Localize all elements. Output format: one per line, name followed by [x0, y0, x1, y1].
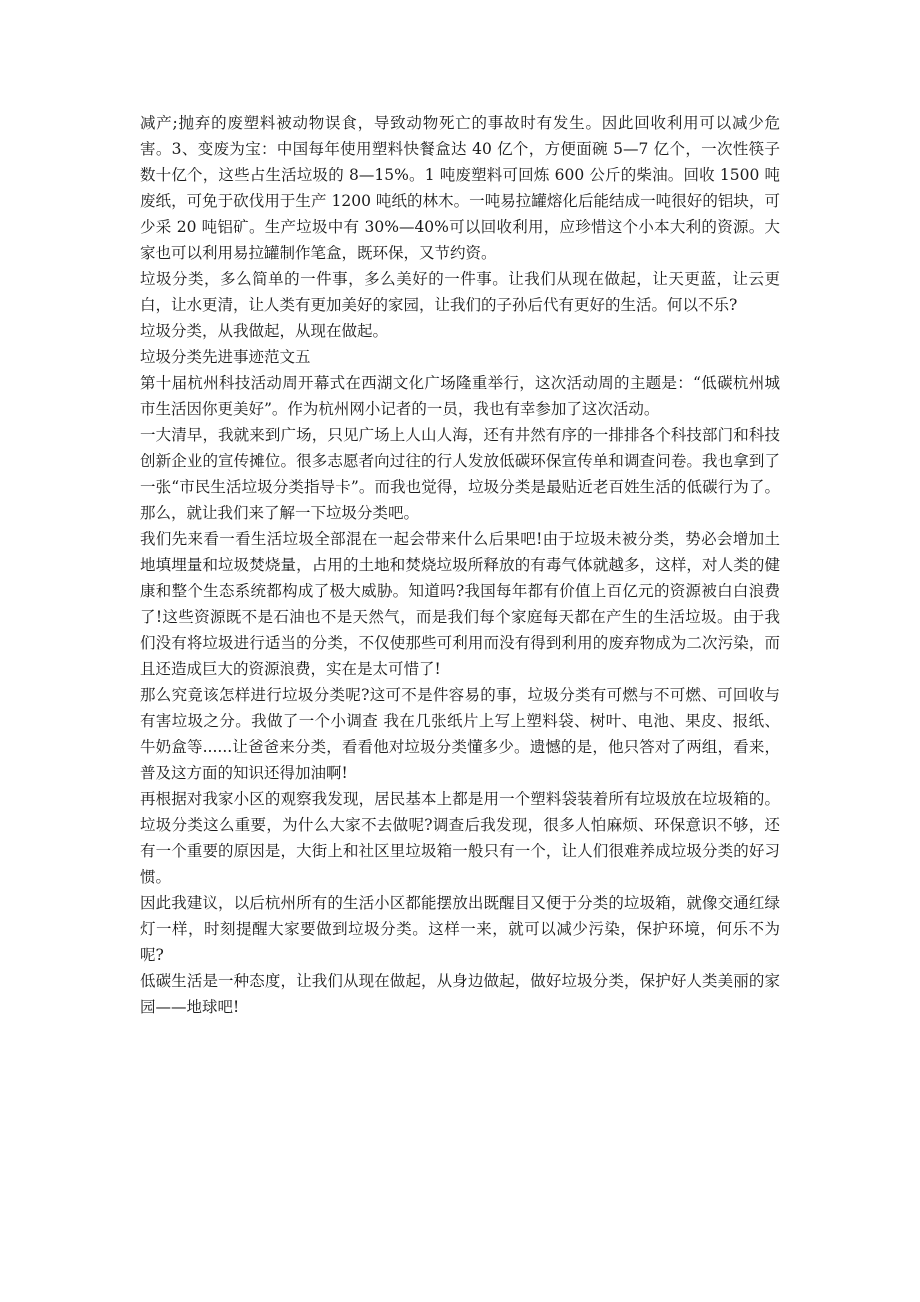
paragraph-community-observation: 再根据对我家小区的观察我发现，居民基本上都是用一个塑料袋装着所有垃圾放在垃圾箱的。垃圾分类这么重要，为什么大家不去做呢?调查后我发现，很多人怕麻烦、环保意识不够，还有一个重要的原因是，大街上和社区里垃圾箱一般只有一个，让人们很难养成垃圾分类的好习惯。	[140, 790, 780, 886]
paragraph-conclusion: 低碳生活是一种态度，让我们从现在做起，从身边做起，做好垃圾分类，保护好人类美丽的家园——地球吧!	[140, 972, 780, 1016]
paragraph-recycling-benefits: 减产;抛弃的废塑料被动物误食，导致动物死亡的事故时有发生。因此回收利用可以减少危害。3、变废为宝：中国每年使用塑料快餐盒达 40 亿个，方便面碗 5—7 亿个，一次性筷子数十亿个，这些占生活垃圾的 8—15%。1 吨废塑料可回炼 600 公斤的柴油。回收 1500 吨废纸，可免于砍伐用于生产 1200 吨纸的林木。一吨易拉罐熔化后能结成一吨很好的铝块，可少采 20 吨铝矿。生产垃圾中有 30%—40%可以回收利用，应珍惜这个小本大利的资源。大家也可以利用易拉罐制作笔盒，既环保，又节约资。	[140, 114, 780, 262]
section-heading: 垃圾分类先进事迹范文五	[140, 348, 311, 366]
paragraph-survey: 那么究竟该怎样进行垃圾分类呢?这可不是件容易的事，垃圾分类有可燃与不可燃、可回收与有害垃圾之分。我做了一个小调查 我在几张纸片上写上塑料袋、树叶、电池、果皮、报纸、牛奶盒等......让爸爸来分类，看看他对垃圾分类懂多少。遗憾的是，他只答对了两组，看来，普及这方面的知识还得加油啊!	[140, 686, 780, 782]
paragraph-square-scene: 一大清早，我就来到广场，只见广场上人山人海，还有井然有序的一排排各个科技部门和科技创新企业的宣传摊位。很多志愿者向过往的行人发放低碳环保宣传单和调查问卷。我也拿到了一张“市民生活垃圾分类指导卡”。而我也觉得，垃圾分类是最贴近老百姓生活的低碳行为了。那么，就让我们来了解一下垃圾分类吧。	[140, 426, 780, 522]
paragraph-slogan: 垃圾分类，从我做起，从现在做起。	[140, 322, 389, 340]
paragraph-consequences: 我们先来看一看生活垃圾全部混在一起会带来什么后果吧!由于垃圾未被分类，势必会增加土地填埋量和垃圾焚烧量，占用的土地和焚烧垃圾所释放的有毒气体就越多，这样，对人类的健康和整个生态系统都构成了极大威胁。知道吗?我国每年都有价值上百亿元的资源被白白浪费了!这些资源既不是石油也不是天然气，而是我们每个家庭每天都在产生的生活垃圾。由于我们没有将垃圾进行适当的分类，不仅使那些可利用而没有得到利用的废弃物成为二次污染，而且还造成巨大的资源浪费，实在是太可惜了!	[140, 530, 780, 678]
document-body	[140, 110, 780, 1020]
paragraph-event-intro: 第十届杭州科技活动周开幕式在西湖文化广场隆重举行，这次活动周的主题是：“低碳杭州城市生活因你更美好”。作为杭州网小记者的一员，我也有幸参加了这次活动。	[140, 374, 780, 418]
paragraph-sorting-appeal: 垃圾分类，多么简单的一件事，多么美好的一件事。让我们从现在做起，让天更蓝，让云更白，让水更清，让人类有更加美好的家园，让我们的子孙后代有更好的生活。何以不乐?	[140, 270, 780, 314]
paragraph-suggestion: 因此我建议，以后杭州所有的生活小区都能摆放出既醒目又便于分类的垃圾箱，就像交通红绿灯一样，时刻提醒大家要做到垃圾分类。这样一来，就可以减少污染，保护环境，何乐不为呢?	[140, 894, 780, 964]
